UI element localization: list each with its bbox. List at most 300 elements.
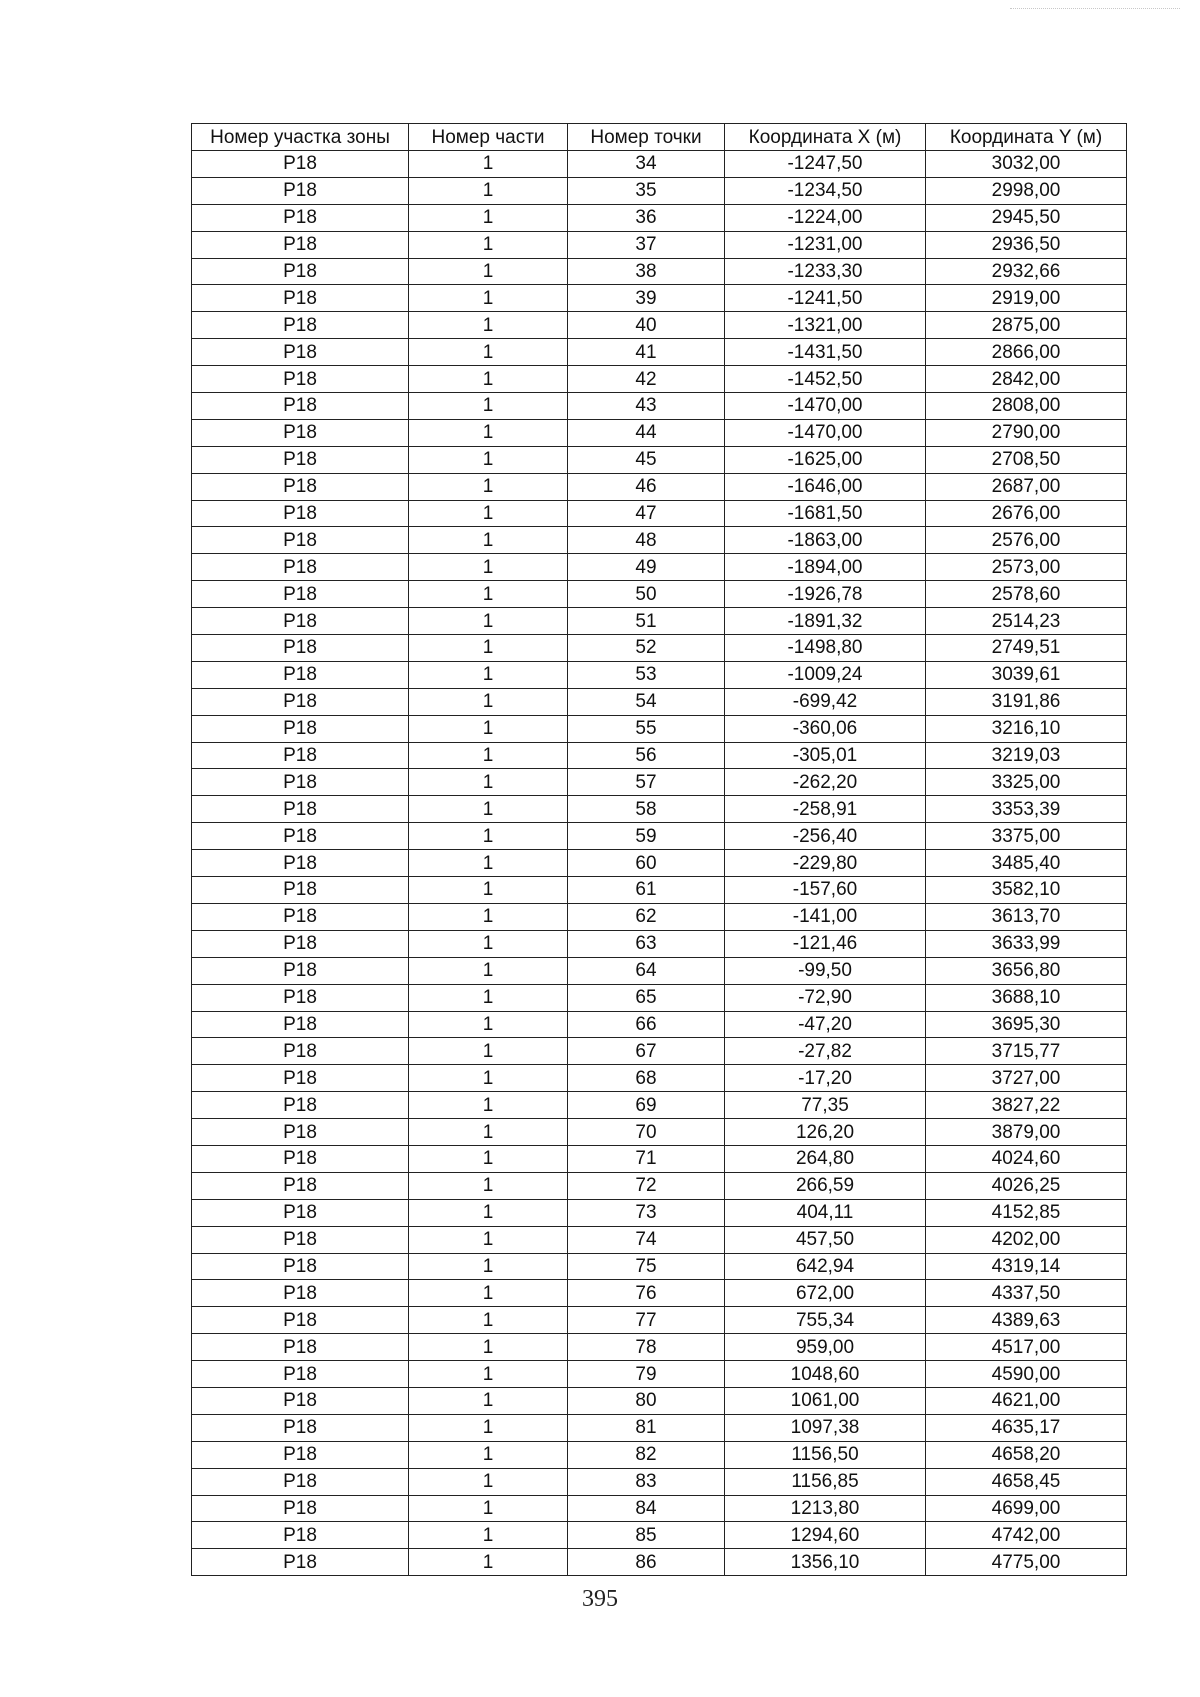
table-row bbox=[192, 661, 1127, 688]
cell-coordinate-x: -258,91 bbox=[725, 796, 926, 823]
cell-coordinate-x: -27,82 bbox=[725, 1038, 926, 1065]
table-row bbox=[192, 204, 1127, 231]
cell-coordinate-y: 3613,70 bbox=[926, 903, 1127, 930]
cell-point-number: 71 bbox=[568, 1145, 725, 1172]
table-row bbox=[192, 1549, 1127, 1576]
cell-coordinate-x: 1097,38 bbox=[725, 1414, 926, 1441]
cell-zone-plot-number: P18 bbox=[192, 366, 409, 393]
cell-point-number: 38 bbox=[568, 258, 725, 285]
cell-zone-plot-number: P18 bbox=[192, 715, 409, 742]
cell-point-number: 44 bbox=[568, 419, 725, 446]
cell-point-number: 61 bbox=[568, 877, 725, 904]
cell-coordinate-y: 4742,00 bbox=[926, 1522, 1127, 1549]
cell-zone-plot-number: P18 bbox=[192, 661, 409, 688]
table-row bbox=[192, 1038, 1127, 1065]
cell-coordinate-x: -1234,50 bbox=[725, 177, 926, 204]
cell-part-number: 1 bbox=[409, 1468, 568, 1495]
cell-point-number: 77 bbox=[568, 1307, 725, 1334]
cell-point-number: 43 bbox=[568, 393, 725, 420]
table-row bbox=[192, 419, 1127, 446]
table-row bbox=[192, 446, 1127, 473]
cell-part-number: 1 bbox=[409, 1145, 568, 1172]
cell-coordinate-x: -1863,00 bbox=[725, 527, 926, 554]
cell-zone-plot-number: P18 bbox=[192, 1280, 409, 1307]
cell-part-number: 1 bbox=[409, 446, 568, 473]
cell-zone-plot-number: P18 bbox=[192, 1441, 409, 1468]
cell-part-number: 1 bbox=[409, 1038, 568, 1065]
table-row bbox=[192, 850, 1127, 877]
cell-part-number: 1 bbox=[409, 473, 568, 500]
cell-coordinate-x: -121,46 bbox=[725, 930, 926, 957]
cell-part-number: 1 bbox=[409, 339, 568, 366]
table-row bbox=[192, 473, 1127, 500]
cell-coordinate-x: -1891,32 bbox=[725, 608, 926, 635]
cell-part-number: 1 bbox=[409, 1199, 568, 1226]
cell-coordinate-y: 4024,60 bbox=[926, 1145, 1127, 1172]
table-row bbox=[192, 231, 1127, 258]
cell-coordinate-y: 3633,99 bbox=[926, 930, 1127, 957]
cell-coordinate-y: 2866,00 bbox=[926, 339, 1127, 366]
table-row bbox=[192, 1092, 1127, 1119]
cell-zone-plot-number: P18 bbox=[192, 1307, 409, 1334]
cell-coordinate-y: 3353,39 bbox=[926, 796, 1127, 823]
cell-zone-plot-number: P18 bbox=[192, 554, 409, 581]
cell-coordinate-y: 4202,00 bbox=[926, 1226, 1127, 1253]
cell-coordinate-x: -1452,50 bbox=[725, 366, 926, 393]
cell-coordinate-y: 2945,50 bbox=[926, 204, 1127, 231]
table-row bbox=[192, 1468, 1127, 1495]
cell-point-number: 35 bbox=[568, 177, 725, 204]
cell-point-number: 39 bbox=[568, 285, 725, 312]
cell-coordinate-y: 3879,00 bbox=[926, 1119, 1127, 1146]
cell-zone-plot-number: P18 bbox=[192, 1065, 409, 1092]
table-row bbox=[192, 366, 1127, 393]
coordinates-table-container bbox=[191, 123, 1126, 1576]
table-row bbox=[192, 635, 1127, 662]
cell-coordinate-x: -1233,30 bbox=[725, 258, 926, 285]
cell-coordinate-y: 3695,30 bbox=[926, 1011, 1127, 1038]
cell-zone-plot-number: P18 bbox=[192, 339, 409, 366]
table-row bbox=[192, 715, 1127, 742]
cell-zone-plot-number: P18 bbox=[192, 285, 409, 312]
cell-coordinate-x: 1061,00 bbox=[725, 1387, 926, 1414]
table-row bbox=[192, 1253, 1127, 1280]
cell-point-number: 46 bbox=[568, 473, 725, 500]
cell-zone-plot-number: P18 bbox=[192, 581, 409, 608]
cell-zone-plot-number: P18 bbox=[192, 204, 409, 231]
cell-coordinate-x: 126,20 bbox=[725, 1119, 926, 1146]
cell-part-number: 1 bbox=[409, 930, 568, 957]
cell-part-number: 1 bbox=[409, 1387, 568, 1414]
table-row bbox=[192, 688, 1127, 715]
cell-part-number: 1 bbox=[409, 393, 568, 420]
cell-point-number: 53 bbox=[568, 661, 725, 688]
cell-point-number: 40 bbox=[568, 312, 725, 339]
cell-zone-plot-number: P18 bbox=[192, 688, 409, 715]
cell-coordinate-x: 404,11 bbox=[725, 1199, 926, 1226]
table-row bbox=[192, 1280, 1127, 1307]
cell-coordinate-y: 3727,00 bbox=[926, 1065, 1127, 1092]
cell-part-number: 1 bbox=[409, 1172, 568, 1199]
cell-coordinate-x: -1431,50 bbox=[725, 339, 926, 366]
cell-zone-plot-number: P18 bbox=[192, 1549, 409, 1576]
cell-coordinate-y: 2998,00 bbox=[926, 177, 1127, 204]
cell-part-number: 1 bbox=[409, 554, 568, 581]
cell-coordinate-y: 4319,14 bbox=[926, 1253, 1127, 1280]
cell-zone-plot-number: P18 bbox=[192, 446, 409, 473]
cell-point-number: 56 bbox=[568, 742, 725, 769]
cell-point-number: 79 bbox=[568, 1361, 725, 1388]
cell-part-number: 1 bbox=[409, 796, 568, 823]
cell-coordinate-x: 755,34 bbox=[725, 1307, 926, 1334]
cell-coordinate-x: -1009,24 bbox=[725, 661, 926, 688]
cell-coordinate-x: 959,00 bbox=[725, 1334, 926, 1361]
cell-coordinate-y: 4775,00 bbox=[926, 1549, 1127, 1576]
cell-coordinate-y: 3827,22 bbox=[926, 1092, 1127, 1119]
cell-part-number: 1 bbox=[409, 231, 568, 258]
cell-zone-plot-number: P18 bbox=[192, 1334, 409, 1361]
cell-zone-plot-number: P18 bbox=[192, 1522, 409, 1549]
cell-point-number: 66 bbox=[568, 1011, 725, 1038]
cell-coordinate-x: -256,40 bbox=[725, 823, 926, 850]
cell-coordinate-y: 2790,00 bbox=[926, 419, 1127, 446]
cell-zone-plot-number: P18 bbox=[192, 1038, 409, 1065]
cell-zone-plot-number: P18 bbox=[192, 312, 409, 339]
table-row bbox=[192, 957, 1127, 984]
cell-part-number: 1 bbox=[409, 688, 568, 715]
cell-part-number: 1 bbox=[409, 1011, 568, 1038]
cell-coordinate-y: 2936,50 bbox=[926, 231, 1127, 258]
cell-part-number: 1 bbox=[409, 527, 568, 554]
cell-part-number: 1 bbox=[409, 1361, 568, 1388]
cell-coordinate-x: 1294,60 bbox=[725, 1522, 926, 1549]
cell-coordinate-x: 264,80 bbox=[725, 1145, 926, 1172]
cell-point-number: 34 bbox=[568, 151, 725, 178]
cell-coordinate-x: -141,00 bbox=[725, 903, 926, 930]
cell-coordinate-y: 2808,00 bbox=[926, 393, 1127, 420]
cell-coordinate-y: 3191,86 bbox=[926, 688, 1127, 715]
cell-point-number: 62 bbox=[568, 903, 725, 930]
cell-coordinate-x: -1241,50 bbox=[725, 285, 926, 312]
cell-zone-plot-number: P18 bbox=[192, 1172, 409, 1199]
cell-point-number: 72 bbox=[568, 1172, 725, 1199]
cell-coordinate-y: 4026,25 bbox=[926, 1172, 1127, 1199]
cell-part-number: 1 bbox=[409, 850, 568, 877]
cell-point-number: 68 bbox=[568, 1065, 725, 1092]
table-row bbox=[192, 285, 1127, 312]
cell-part-number: 1 bbox=[409, 1522, 568, 1549]
cell-zone-plot-number: P18 bbox=[192, 957, 409, 984]
table-row bbox=[192, 1119, 1127, 1146]
cell-zone-plot-number: P18 bbox=[192, 1011, 409, 1038]
cell-zone-plot-number: P18 bbox=[192, 823, 409, 850]
cell-part-number: 1 bbox=[409, 715, 568, 742]
cell-coordinate-y: 4389,63 bbox=[926, 1307, 1127, 1334]
table-row bbox=[192, 1387, 1127, 1414]
cell-part-number: 1 bbox=[409, 151, 568, 178]
cell-part-number: 1 bbox=[409, 661, 568, 688]
cell-part-number: 1 bbox=[409, 1441, 568, 1468]
cell-zone-plot-number: P18 bbox=[192, 500, 409, 527]
cell-zone-plot-number: P18 bbox=[192, 877, 409, 904]
cell-point-number: 82 bbox=[568, 1441, 725, 1468]
cell-point-number: 41 bbox=[568, 339, 725, 366]
cell-point-number: 57 bbox=[568, 769, 725, 796]
cell-part-number: 1 bbox=[409, 877, 568, 904]
cell-point-number: 48 bbox=[568, 527, 725, 554]
cell-point-number: 37 bbox=[568, 231, 725, 258]
scan-artifact bbox=[1010, 8, 1180, 11]
cell-zone-plot-number: P18 bbox=[192, 984, 409, 1011]
cell-coordinate-x: 457,50 bbox=[725, 1226, 926, 1253]
cell-point-number: 85 bbox=[568, 1522, 725, 1549]
cell-point-number: 64 bbox=[568, 957, 725, 984]
cell-point-number: 69 bbox=[568, 1092, 725, 1119]
cell-zone-plot-number: P18 bbox=[192, 151, 409, 178]
cell-coordinate-x: -1646,00 bbox=[725, 473, 926, 500]
cell-coordinate-x: -1681,50 bbox=[725, 500, 926, 527]
table-row bbox=[192, 554, 1127, 581]
cell-coordinate-x: -99,50 bbox=[725, 957, 926, 984]
table-row bbox=[192, 1226, 1127, 1253]
cell-point-number: 36 bbox=[568, 204, 725, 231]
cell-coordinate-y: 2842,00 bbox=[926, 366, 1127, 393]
cell-part-number: 1 bbox=[409, 823, 568, 850]
cell-zone-plot-number: P18 bbox=[192, 1387, 409, 1414]
cell-part-number: 1 bbox=[409, 1334, 568, 1361]
cell-zone-plot-number: P18 bbox=[192, 1199, 409, 1226]
table-row bbox=[192, 769, 1127, 796]
cell-zone-plot-number: P18 bbox=[192, 1468, 409, 1495]
cell-coordinate-y: 2875,00 bbox=[926, 312, 1127, 339]
cell-coordinate-x: -1894,00 bbox=[725, 554, 926, 581]
cell-coordinate-y: 4658,20 bbox=[926, 1441, 1127, 1468]
cell-coordinate-y: 4337,50 bbox=[926, 1280, 1127, 1307]
cell-coordinate-y: 4590,00 bbox=[926, 1361, 1127, 1388]
cell-part-number: 1 bbox=[409, 769, 568, 796]
cell-zone-plot-number: P18 bbox=[192, 1226, 409, 1253]
cell-part-number: 1 bbox=[409, 1495, 568, 1522]
cell-coordinate-x: -1224,00 bbox=[725, 204, 926, 231]
cell-coordinate-x: 1048,60 bbox=[725, 1361, 926, 1388]
cell-zone-plot-number: P18 bbox=[192, 608, 409, 635]
table-row bbox=[192, 984, 1127, 1011]
cell-coordinate-y: 2708,50 bbox=[926, 446, 1127, 473]
cell-part-number: 1 bbox=[409, 1549, 568, 1576]
header-zone-plot-number: Номер участка зоны bbox=[192, 124, 409, 151]
table-body bbox=[192, 151, 1127, 1576]
cell-point-number: 47 bbox=[568, 500, 725, 527]
cell-coordinate-y: 2919,00 bbox=[926, 285, 1127, 312]
table-row bbox=[192, 1011, 1127, 1038]
cell-zone-plot-number: P18 bbox=[192, 1253, 409, 1280]
table-row bbox=[192, 339, 1127, 366]
cell-point-number: 74 bbox=[568, 1226, 725, 1253]
cell-coordinate-y: 3216,10 bbox=[926, 715, 1127, 742]
cell-part-number: 1 bbox=[409, 608, 568, 635]
cell-zone-plot-number: P18 bbox=[192, 473, 409, 500]
cell-coordinate-x: -157,60 bbox=[725, 877, 926, 904]
cell-coordinate-y: 2573,00 bbox=[926, 554, 1127, 581]
cell-point-number: 59 bbox=[568, 823, 725, 850]
table-row bbox=[192, 581, 1127, 608]
cell-coordinate-x: -305,01 bbox=[725, 742, 926, 769]
cell-zone-plot-number: P18 bbox=[192, 1145, 409, 1172]
cell-coordinate-x: -1498,80 bbox=[725, 635, 926, 662]
cell-part-number: 1 bbox=[409, 366, 568, 393]
cell-coordinate-x: 642,94 bbox=[725, 1253, 926, 1280]
cell-coordinate-x: -1625,00 bbox=[725, 446, 926, 473]
cell-coordinate-x: -17,20 bbox=[725, 1065, 926, 1092]
cell-point-number: 58 bbox=[568, 796, 725, 823]
cell-coordinate-y: 2578,60 bbox=[926, 581, 1127, 608]
cell-zone-plot-number: P18 bbox=[192, 1495, 409, 1522]
table-row bbox=[192, 742, 1127, 769]
table-row bbox=[192, 500, 1127, 527]
cell-coordinate-y: 4152,85 bbox=[926, 1199, 1127, 1226]
cell-zone-plot-number: P18 bbox=[192, 850, 409, 877]
table-row bbox=[192, 1495, 1127, 1522]
cell-coordinate-y: 4699,00 bbox=[926, 1495, 1127, 1522]
cell-coordinate-x: -72,90 bbox=[725, 984, 926, 1011]
cell-part-number: 1 bbox=[409, 1253, 568, 1280]
cell-coordinate-y: 2749,51 bbox=[926, 635, 1127, 662]
cell-point-number: 45 bbox=[568, 446, 725, 473]
header-part-number: Номер части bbox=[409, 124, 568, 151]
cell-zone-plot-number: P18 bbox=[192, 796, 409, 823]
cell-zone-plot-number: P18 bbox=[192, 177, 409, 204]
cell-part-number: 1 bbox=[409, 204, 568, 231]
cell-zone-plot-number: P18 bbox=[192, 1414, 409, 1441]
cell-coordinate-x: -1321,00 bbox=[725, 312, 926, 339]
cell-coordinate-y: 2676,00 bbox=[926, 500, 1127, 527]
cell-zone-plot-number: P18 bbox=[192, 231, 409, 258]
cell-point-number: 60 bbox=[568, 850, 725, 877]
cell-zone-plot-number: P18 bbox=[192, 742, 409, 769]
cell-coordinate-y: 2687,00 bbox=[926, 473, 1127, 500]
cell-coordinate-y: 4635,17 bbox=[926, 1414, 1127, 1441]
cell-point-number: 54 bbox=[568, 688, 725, 715]
cell-point-number: 86 bbox=[568, 1549, 725, 1576]
cell-part-number: 1 bbox=[409, 1092, 568, 1119]
coordinates-table bbox=[191, 123, 1127, 1576]
cell-point-number: 51 bbox=[568, 608, 725, 635]
cell-coordinate-x: -229,80 bbox=[725, 850, 926, 877]
cell-zone-plot-number: P18 bbox=[192, 419, 409, 446]
table-row bbox=[192, 177, 1127, 204]
cell-point-number: 70 bbox=[568, 1119, 725, 1146]
cell-coordinate-x: 77,35 bbox=[725, 1092, 926, 1119]
cell-coordinate-y: 3375,00 bbox=[926, 823, 1127, 850]
cell-coordinate-x: 1156,50 bbox=[725, 1441, 926, 1468]
table-row bbox=[192, 1145, 1127, 1172]
cell-coordinate-x: 1213,80 bbox=[725, 1495, 926, 1522]
table-row bbox=[192, 151, 1127, 178]
cell-zone-plot-number: P18 bbox=[192, 635, 409, 662]
cell-coordinate-x: -1926,78 bbox=[725, 581, 926, 608]
table-row bbox=[192, 1441, 1127, 1468]
table-row bbox=[192, 1334, 1127, 1361]
table-row bbox=[192, 903, 1127, 930]
cell-coordinate-x: 1156,85 bbox=[725, 1468, 926, 1495]
cell-coordinate-x: -47,20 bbox=[725, 1011, 926, 1038]
cell-part-number: 1 bbox=[409, 500, 568, 527]
table-row bbox=[192, 1199, 1127, 1226]
header-coordinate-x: Координата X (м) bbox=[725, 124, 926, 151]
cell-coordinate-x: -360,06 bbox=[725, 715, 926, 742]
cell-zone-plot-number: P18 bbox=[192, 258, 409, 285]
cell-part-number: 1 bbox=[409, 581, 568, 608]
table-row bbox=[192, 527, 1127, 554]
table-row bbox=[192, 930, 1127, 957]
cell-point-number: 73 bbox=[568, 1199, 725, 1226]
cell-coordinate-y: 3032,00 bbox=[926, 151, 1127, 178]
cell-coordinate-y: 4621,00 bbox=[926, 1387, 1127, 1414]
cell-point-number: 83 bbox=[568, 1468, 725, 1495]
cell-coordinate-x: -262,20 bbox=[725, 769, 926, 796]
cell-point-number: 81 bbox=[568, 1414, 725, 1441]
cell-coordinate-y: 3688,10 bbox=[926, 984, 1127, 1011]
cell-point-number: 50 bbox=[568, 581, 725, 608]
table-row bbox=[192, 1307, 1127, 1334]
cell-part-number: 1 bbox=[409, 1280, 568, 1307]
table-row bbox=[192, 608, 1127, 635]
cell-point-number: 75 bbox=[568, 1253, 725, 1280]
cell-part-number: 1 bbox=[409, 1226, 568, 1253]
cell-part-number: 1 bbox=[409, 635, 568, 662]
cell-coordinate-y: 2576,00 bbox=[926, 527, 1127, 554]
cell-zone-plot-number: P18 bbox=[192, 769, 409, 796]
cell-point-number: 49 bbox=[568, 554, 725, 581]
cell-coordinate-x: -699,42 bbox=[725, 688, 926, 715]
cell-part-number: 1 bbox=[409, 1119, 568, 1146]
cell-part-number: 1 bbox=[409, 1065, 568, 1092]
cell-coordinate-y: 3715,77 bbox=[926, 1038, 1127, 1065]
cell-point-number: 67 bbox=[568, 1038, 725, 1065]
cell-coordinate-x: 266,59 bbox=[725, 1172, 926, 1199]
cell-part-number: 1 bbox=[409, 903, 568, 930]
cell-part-number: 1 bbox=[409, 419, 568, 446]
cell-point-number: 63 bbox=[568, 930, 725, 957]
cell-coordinate-y: 3219,03 bbox=[926, 742, 1127, 769]
table-row bbox=[192, 1172, 1127, 1199]
cell-coordinate-y: 3656,80 bbox=[926, 957, 1127, 984]
cell-point-number: 65 bbox=[568, 984, 725, 1011]
cell-point-number: 55 bbox=[568, 715, 725, 742]
cell-coordinate-x: -1470,00 bbox=[725, 419, 926, 446]
cell-zone-plot-number: P18 bbox=[192, 1361, 409, 1388]
cell-part-number: 1 bbox=[409, 312, 568, 339]
table-row bbox=[192, 1414, 1127, 1441]
header-point-number: Номер точки bbox=[568, 124, 725, 151]
cell-coordinate-x: -1231,00 bbox=[725, 231, 926, 258]
cell-point-number: 76 bbox=[568, 1280, 725, 1307]
cell-coordinate-y: 2932,66 bbox=[926, 258, 1127, 285]
cell-zone-plot-number: P18 bbox=[192, 1092, 409, 1119]
table-row bbox=[192, 796, 1127, 823]
cell-point-number: 84 bbox=[568, 1495, 725, 1522]
table-row bbox=[192, 823, 1127, 850]
cell-part-number: 1 bbox=[409, 258, 568, 285]
cell-part-number: 1 bbox=[409, 1307, 568, 1334]
table-row bbox=[192, 393, 1127, 420]
table-row bbox=[192, 1065, 1127, 1092]
table-row bbox=[192, 1522, 1127, 1549]
cell-zone-plot-number: P18 bbox=[192, 1119, 409, 1146]
cell-part-number: 1 bbox=[409, 957, 568, 984]
cell-zone-plot-number: P18 bbox=[192, 393, 409, 420]
cell-coordinate-y: 2514,23 bbox=[926, 608, 1127, 635]
